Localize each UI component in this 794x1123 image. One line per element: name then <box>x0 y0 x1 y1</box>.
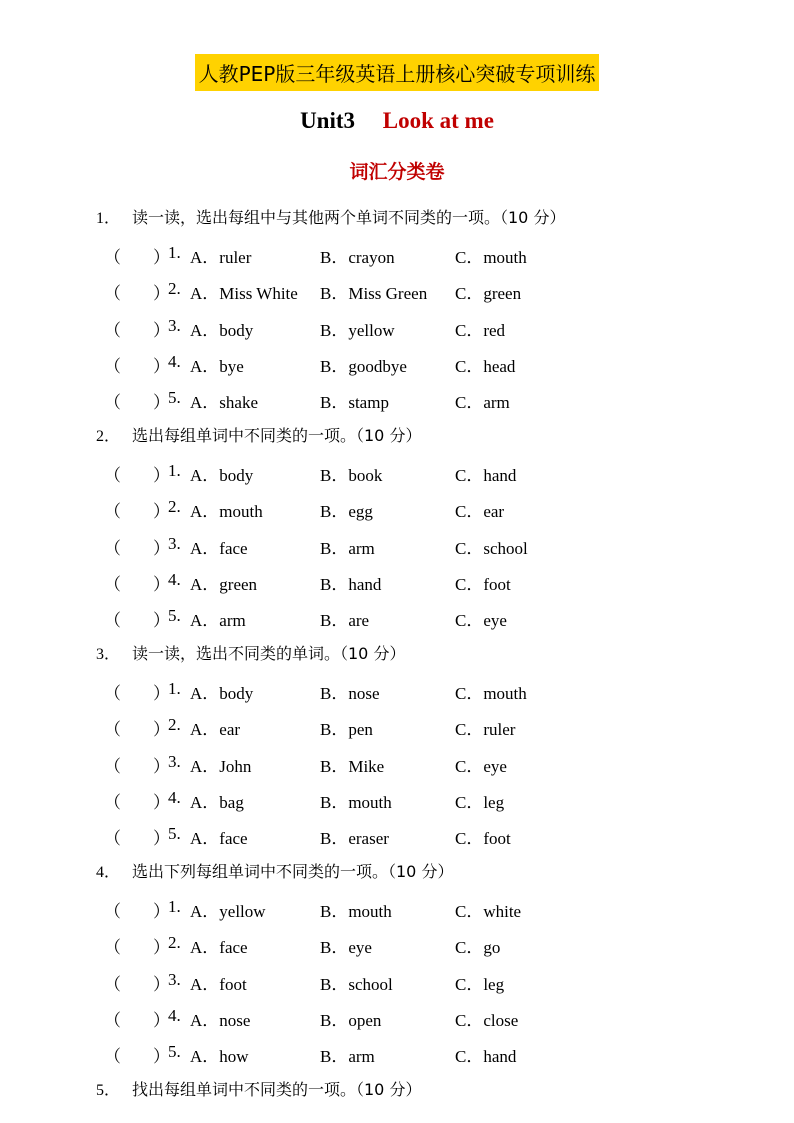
option-c: C．leg <box>455 792 505 812</box>
option-a: A．body <box>190 466 254 485</box>
question-number: 1. <box>168 461 181 480</box>
option-a: A．nose <box>190 1010 251 1030</box>
option-c: C．foot <box>455 574 511 594</box>
question-number: 2. <box>168 279 181 299</box>
option-a: A．face <box>190 538 248 558</box>
answer-paren-right: ） <box>153 320 170 340</box>
answer-paren-left: （ <box>104 574 121 594</box>
question-number: 4. <box>168 351 181 371</box>
answer-paren-left: （ <box>104 720 121 740</box>
option-a: A．body <box>190 320 254 340</box>
question-row <box>0 1042 794 1067</box>
section-heading <box>96 1077 421 1100</box>
option-b: B．egg <box>320 502 373 522</box>
question-row <box>0 970 794 992</box>
answer-paren-left: （ <box>104 320 121 340</box>
question-row <box>0 679 794 701</box>
question-row <box>0 752 794 774</box>
answer-paren-right: ） <box>153 393 170 413</box>
answer-paren-left: （ <box>104 502 121 522</box>
answer-paren-right: ） <box>153 1047 170 1067</box>
answer-paren-left: （ <box>104 538 121 558</box>
option-c: C．eye <box>455 611 507 631</box>
option-c: C．head <box>455 356 516 376</box>
answer-paren-left: （ <box>104 829 121 849</box>
option-a: A．shake <box>190 393 258 413</box>
option-b: B．goodbye <box>320 356 407 376</box>
answer-paren-right: ） <box>153 248 170 267</box>
option-c: C．white <box>455 902 522 921</box>
answer-paren-right: ） <box>153 974 170 994</box>
option-a: A．Miss White <box>190 284 298 304</box>
question-number: 5. <box>168 606 181 626</box>
section-number: 5． <box>96 1082 121 1099</box>
question-number: 3. <box>168 315 181 335</box>
answer-paren-right: ） <box>153 1010 170 1030</box>
option-b: B．crayon <box>320 248 395 267</box>
question-row <box>0 461 794 483</box>
answer-paren-right: ） <box>153 902 170 921</box>
option-a: A．foot <box>190 974 247 994</box>
page-title: 人教PEP版三年级英语上册核心突破专项训练 <box>195 54 600 91</box>
answer-paren-left: （ <box>104 974 121 994</box>
option-a: A．yellow <box>190 902 266 921</box>
option-b: B．Miss Green <box>320 284 428 304</box>
question-row <box>0 715 794 740</box>
answer-paren-right: ） <box>153 938 170 958</box>
question-number: 2. <box>168 933 181 953</box>
option-c: C．go <box>455 938 501 958</box>
question-row <box>0 497 794 522</box>
question-row <box>0 824 794 849</box>
option-c: C．mouth <box>455 248 527 267</box>
answer-paren-left: （ <box>104 1010 121 1030</box>
section-number: 2． <box>96 428 121 445</box>
option-c: C．green <box>455 284 522 304</box>
option-c: C．red <box>455 320 506 340</box>
unit-number: Unit3 <box>300 108 356 133</box>
answer-paren-right: ） <box>153 829 170 849</box>
answer-paren-left: （ <box>104 356 121 376</box>
question-row <box>0 243 794 265</box>
section-instruction: 选出下列每组单词中不同类的一项。（10 分） <box>132 862 454 881</box>
option-b: B．book <box>320 466 383 485</box>
answer-paren-right: ） <box>153 756 170 776</box>
question-row <box>0 316 794 338</box>
option-c: C．mouth <box>455 684 527 703</box>
option-c: C．hand <box>455 466 517 485</box>
option-b: B．eye <box>320 938 372 958</box>
option-a: A．arm <box>190 611 246 631</box>
question-row <box>0 933 794 958</box>
answer-paren-right: ） <box>153 538 170 558</box>
question-number: 4. <box>168 1005 181 1025</box>
section-instruction: 找出每组单词中不同类的一项。（10 分） <box>132 1080 422 1099</box>
section-number: 3． <box>96 646 121 663</box>
worksheet-subtitle: 词汇分类卷 <box>349 161 445 183</box>
answer-paren-left: （ <box>104 611 121 631</box>
option-c: C．eye <box>455 756 507 776</box>
option-b: B．yellow <box>320 320 395 340</box>
option-a: A．how <box>190 1047 249 1067</box>
answer-paren-right: ） <box>153 502 170 522</box>
answer-paren-left: （ <box>104 248 121 267</box>
answer-paren-left: （ <box>104 792 121 812</box>
title-banner <box>0 54 794 91</box>
option-b: B．pen <box>320 720 373 740</box>
option-c: C．hand <box>455 1047 517 1067</box>
option-c: C．ear <box>455 502 505 522</box>
question-row <box>0 534 794 556</box>
section-instruction: 选出每组单词中不同类的一项。（10 分） <box>132 426 422 445</box>
section-number: 4． <box>96 864 121 881</box>
option-b: B．stamp <box>320 393 389 413</box>
option-c: C．ruler <box>455 720 516 740</box>
section-heading <box>96 423 421 446</box>
option-a: A．ear <box>190 720 241 740</box>
option-c: C．foot <box>455 829 511 849</box>
answer-paren-right: ） <box>153 466 170 485</box>
answer-paren-left: （ <box>104 756 121 776</box>
option-b: B．eraser <box>320 829 389 849</box>
question-row <box>0 279 794 304</box>
question-number: 1. <box>168 897 181 916</box>
option-b: B．school <box>320 974 393 994</box>
question-number: 1. <box>168 679 181 698</box>
question-row <box>0 606 794 631</box>
section-heading <box>96 859 453 882</box>
answer-paren-left: （ <box>104 393 121 413</box>
unit-title: Look at me <box>382 108 494 133</box>
question-number: 4. <box>168 569 181 589</box>
question-number: 4. <box>168 787 181 807</box>
answer-paren-left: （ <box>104 284 121 304</box>
option-a: A．body <box>190 684 254 703</box>
option-b: B．hand <box>320 574 382 594</box>
answer-paren-right: ） <box>153 284 170 304</box>
section-heading <box>96 205 565 228</box>
question-number: 1. <box>168 243 181 262</box>
section-number: 1． <box>96 210 121 227</box>
option-a: A．green <box>190 574 258 594</box>
option-b: B．Mike <box>320 756 385 776</box>
question-row <box>0 388 794 413</box>
answer-paren-right: ） <box>153 611 170 631</box>
option-b: B．are <box>320 611 370 631</box>
question-row <box>0 1006 794 1028</box>
question-row <box>0 897 794 919</box>
option-a: A．bye <box>190 356 244 376</box>
option-c: C．arm <box>455 393 510 413</box>
option-a: A．mouth <box>190 502 263 522</box>
question-number: 5. <box>168 388 181 408</box>
answer-paren-left: （ <box>104 902 121 921</box>
option-a: A．face <box>190 829 248 849</box>
option-a: A．face <box>190 938 248 958</box>
section-heading <box>96 641 405 664</box>
option-b: B．open <box>320 1010 382 1030</box>
question-number: 2. <box>168 715 181 735</box>
question-row <box>0 352 794 374</box>
question-row <box>0 570 794 592</box>
question-number: 3. <box>168 533 181 553</box>
answer-paren-right: ） <box>153 720 170 740</box>
option-b: B．arm <box>320 538 375 558</box>
question-number: 2. <box>168 497 181 517</box>
unit-heading <box>0 108 794 134</box>
option-c: C．close <box>455 1010 519 1030</box>
option-c: C．school <box>455 538 528 558</box>
option-b: B．mouth <box>320 792 392 812</box>
question-number: 5. <box>168 824 181 844</box>
question-number: 3. <box>168 969 181 989</box>
question-row <box>0 788 794 810</box>
option-a: A．ruler <box>190 248 252 267</box>
section-instruction: 读一读，选出不同类的单词。（10 分） <box>132 644 406 663</box>
option-c: C．leg <box>455 974 505 994</box>
answer-paren-right: ） <box>153 684 170 703</box>
answer-paren-left: （ <box>104 466 121 485</box>
option-b: B．nose <box>320 684 380 703</box>
answer-paren-left: （ <box>104 1047 121 1067</box>
question-number: 3. <box>168 751 181 771</box>
option-a: A．bag <box>190 792 244 812</box>
answer-paren-right: ） <box>153 792 170 812</box>
answer-paren-right: ） <box>153 574 170 594</box>
answer-paren-right: ） <box>153 356 170 376</box>
answer-paren-left: （ <box>104 938 121 958</box>
option-b: B．mouth <box>320 902 392 921</box>
answer-paren-left: （ <box>104 684 121 703</box>
section-instruction: 读一读，选出每组中与其他两个单词不同类的一项。（10 分） <box>132 208 566 227</box>
option-b: B．arm <box>320 1047 375 1067</box>
question-number: 5. <box>168 1042 181 1062</box>
option-a: A．John <box>190 756 252 776</box>
